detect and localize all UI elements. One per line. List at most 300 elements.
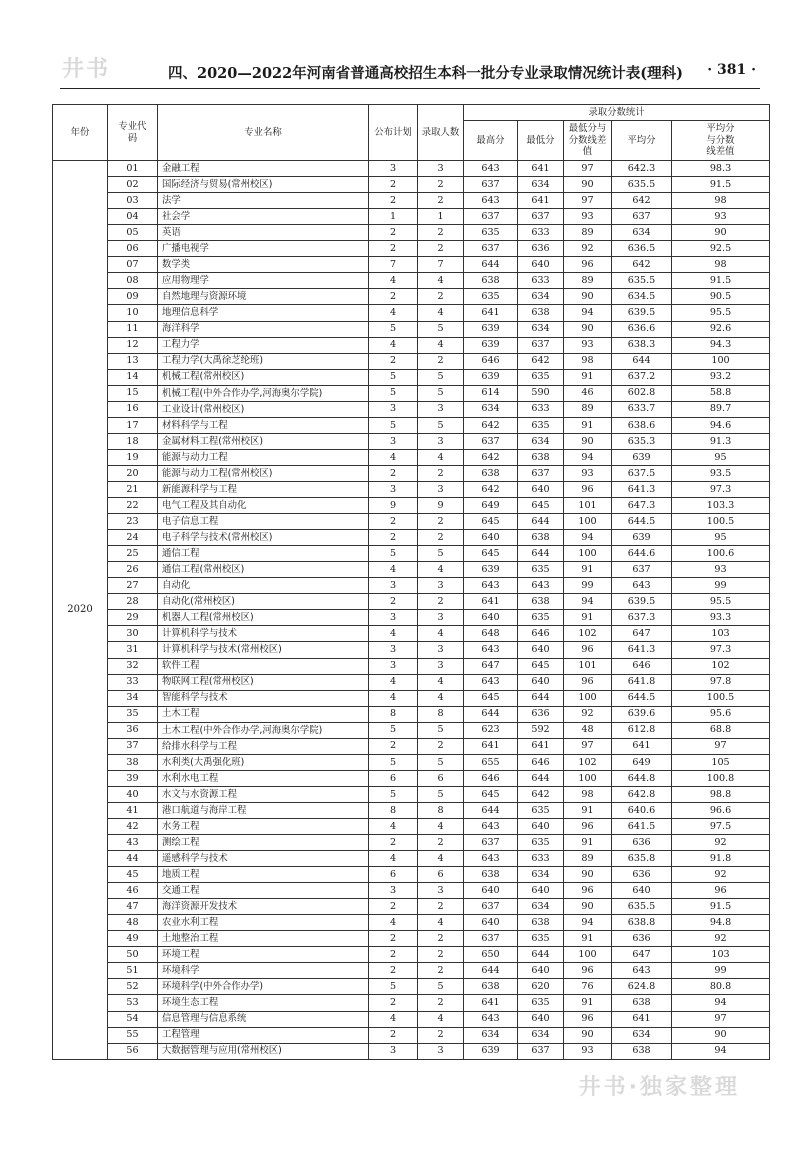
code-cell: 07 [108,257,158,273]
admitted-cell: 3 [418,883,464,899]
table-row [53,401,770,417]
avg-diff-cell: 96 [672,883,770,899]
avg-diff-cell: 97.5 [672,818,770,834]
major-name-cell: 港口航道与海岸工程 [158,802,369,818]
min-score-cell: 640 [518,818,564,834]
avg-diff-cell: 96.6 [672,802,770,818]
table-row [53,161,770,177]
code-cell: 10 [108,305,158,321]
admitted-cell: 3 [418,481,464,497]
table-row [53,963,770,979]
max-score-cell: 635 [464,289,518,305]
code-cell: 24 [108,530,158,546]
max-score-cell: 655 [464,754,518,770]
avg-score-cell: 638.3 [612,337,672,353]
avg-diff-cell: 99 [672,963,770,979]
min-score-cell: 633 [518,273,564,289]
plan-cell: 2 [369,963,418,979]
table-row [53,353,770,369]
table-row [53,979,770,995]
avg-diff-cell: 92 [672,867,770,883]
code-cell: 33 [108,674,158,690]
plan-cell: 4 [369,305,418,321]
min-score-cell: 636 [518,706,564,722]
min-score-cell: 644 [518,947,564,963]
min-diff-cell: 91 [564,835,612,851]
code-cell: 06 [108,241,158,257]
major-name-cell: 水文与水资源工程 [158,786,369,802]
code-cell: 19 [108,449,158,465]
avg-diff-cell: 97.8 [672,674,770,690]
max-score-cell: 643 [464,161,518,177]
code-cell: 31 [108,642,158,658]
min-score-cell: 637 [518,209,564,225]
admitted-cell: 4 [418,674,464,690]
min-diff-cell: 96 [564,963,612,979]
min-score-cell: 637 [518,465,564,481]
max-score-cell: 638 [464,979,518,995]
table-row [53,947,770,963]
avg-diff-cell: 97 [672,738,770,754]
max-score-cell: 639 [464,337,518,353]
avg-score-cell: 624.8 [612,979,672,995]
code-cell: 02 [108,177,158,193]
code-cell: 20 [108,465,158,481]
avg-diff-cell: 93 [672,562,770,578]
code-cell: 56 [108,1043,158,1059]
avg-diff-cell: 103 [672,626,770,642]
avg-score-cell: 637.5 [612,465,672,481]
max-score-cell: 639 [464,321,518,337]
min-diff-cell: 98 [564,786,612,802]
min-score-cell: 640 [518,642,564,658]
table-row [53,289,770,305]
avg-diff-cell: 89.7 [672,401,770,417]
admitted-cell: 4 [418,1011,464,1027]
min-score-cell: 592 [518,722,564,738]
plan-cell: 1 [369,209,418,225]
plan-cell: 3 [369,642,418,658]
avg-score-cell: 639 [612,449,672,465]
avg-diff-cell: 90.5 [672,289,770,305]
table-row [53,433,770,449]
min-score-cell: 642 [518,786,564,802]
avg-score-cell: 640 [612,883,672,899]
min-diff-cell: 94 [564,915,612,931]
major-name-cell: 法学 [158,193,369,209]
table-row [53,498,770,514]
col-code-header: 专业代码 [108,105,158,161]
min-diff-cell: 101 [564,498,612,514]
code-cell: 22 [108,498,158,514]
plan-cell: 5 [369,385,418,401]
avg-diff-cell: 95.6 [672,706,770,722]
table-row [53,642,770,658]
avg-score-cell: 642 [612,193,672,209]
code-cell: 39 [108,770,158,786]
min-diff-cell: 96 [564,642,612,658]
plan-cell: 2 [369,1027,418,1043]
table-row [53,883,770,899]
min-diff-cell: 90 [564,177,612,193]
max-score-cell: 646 [464,770,518,786]
code-cell: 35 [108,706,158,722]
code-cell: 28 [108,594,158,610]
max-score-cell: 645 [464,690,518,706]
admitted-cell: 3 [418,1043,464,1059]
admitted-cell: 3 [418,161,464,177]
major-name-cell: 大数据管理与应用(常州校区) [158,1043,369,1059]
avg-diff-cell: 99 [672,578,770,594]
max-score-cell: 645 [464,514,518,530]
min-score-cell: 633 [518,851,564,867]
avg-diff-cell: 95.5 [672,594,770,610]
avg-diff-cell: 98.8 [672,786,770,802]
max-score-cell: 640 [464,915,518,931]
avg-score-cell: 638 [612,1043,672,1059]
min-score-cell: 641 [518,161,564,177]
admission-stats-table [52,104,770,1060]
major-name-cell: 土地整治工程 [158,931,369,947]
admitted-cell: 2 [418,995,464,1011]
avg-score-cell: 639.5 [612,594,672,610]
table-row [53,754,770,770]
avg-score-cell: 643 [612,578,672,594]
plan-cell: 2 [369,738,418,754]
admitted-cell: 4 [418,273,464,289]
avg-diff-cell: 100.8 [672,770,770,786]
avg-score-cell: 637.3 [612,610,672,626]
avg-score-cell: 644 [612,353,672,369]
min-diff-cell: 100 [564,947,612,963]
plan-cell: 2 [369,594,418,610]
major-name-cell: 通信工程 [158,546,369,562]
avg-diff-cell: 103.3 [672,498,770,514]
plan-cell: 2 [369,289,418,305]
major-name-cell: 广播电视学 [158,241,369,257]
max-score-cell: 643 [464,1011,518,1027]
max-score-cell: 641 [464,305,518,321]
min-diff-cell: 90 [564,289,612,305]
code-cell: 12 [108,337,158,353]
code-cell: 13 [108,353,158,369]
min-diff-cell: 94 [564,449,612,465]
max-score-cell: 644 [464,963,518,979]
avg-diff-cell: 93.3 [672,610,770,626]
table-row [53,465,770,481]
avg-score-cell: 635.5 [612,177,672,193]
min-diff-cell: 89 [564,401,612,417]
table-row [53,674,770,690]
max-score-cell: 643 [464,674,518,690]
plan-cell: 4 [369,337,418,353]
col-max-header: 最高分 [464,121,518,161]
code-cell: 41 [108,802,158,818]
admitted-cell: 3 [418,433,464,449]
min-diff-cell: 91 [564,802,612,818]
major-name-cell: 智能科学与技术 [158,690,369,706]
table-row [53,305,770,321]
major-name-cell: 环境工程 [158,947,369,963]
avg-score-cell: 637 [612,562,672,578]
plan-cell: 4 [369,851,418,867]
admitted-cell: 2 [418,594,464,610]
table-row [53,995,770,1011]
avg-diff-cell: 92 [672,835,770,851]
code-cell: 48 [108,915,158,931]
code-cell: 15 [108,385,158,401]
page-number: · 381 · [707,62,756,78]
plan-cell: 2 [369,177,418,193]
code-cell: 25 [108,546,158,562]
plan-cell: 3 [369,883,418,899]
max-score-cell: 639 [464,562,518,578]
major-name-cell: 信息管理与信息系统 [158,1011,369,1027]
avg-diff-cell: 100.5 [672,690,770,706]
avg-diff-cell: 92.6 [672,321,770,337]
max-score-cell: 641 [464,995,518,1011]
avg-score-cell: 635.5 [612,273,672,289]
code-cell: 04 [108,209,158,225]
avg-score-cell: 637.2 [612,369,672,385]
min-diff-cell: 99 [564,578,612,594]
code-cell: 27 [108,578,158,594]
min-score-cell: 642 [518,353,564,369]
plan-cell: 4 [369,690,418,706]
col-min-diff-header: 最低分与分数线差值 [564,121,612,161]
avg-score-cell: 642 [612,257,672,273]
table-row [53,417,770,433]
max-score-cell: 643 [464,851,518,867]
plan-cell: 5 [369,979,418,995]
min-score-cell: 646 [518,626,564,642]
min-diff-cell: 93 [564,337,612,353]
min-score-cell: 635 [518,995,564,1011]
admitted-cell: 7 [418,257,464,273]
min-diff-cell: 90 [564,867,612,883]
min-score-cell: 646 [518,754,564,770]
table-row [53,706,770,722]
min-score-cell: 638 [518,915,564,931]
plan-cell: 4 [369,915,418,931]
min-score-cell: 620 [518,979,564,995]
plan-cell: 9 [369,498,418,514]
page-title: 四、2020—2022年河南省普通高校招生本科一批分专业录取情况统计表(理科) [168,65,683,82]
min-diff-cell: 97 [564,193,612,209]
admitted-cell: 4 [418,562,464,578]
min-diff-cell: 101 [564,658,612,674]
admitted-cell: 6 [418,770,464,786]
min-score-cell: 634 [518,1027,564,1043]
code-cell: 23 [108,514,158,530]
avg-diff-cell: 97 [672,1011,770,1027]
avg-score-cell: 638 [612,995,672,1011]
admitted-cell: 3 [418,658,464,674]
table-row [53,369,770,385]
max-score-cell: 639 [464,1043,518,1059]
min-score-cell: 644 [518,690,564,706]
max-score-cell: 640 [464,883,518,899]
table-row [53,177,770,193]
major-name-cell: 水利水电工程 [158,770,369,786]
avg-diff-cell: 94.8 [672,915,770,931]
major-name-cell: 国际经济与贸易(常州校区) [158,177,369,193]
plan-cell: 2 [369,931,418,947]
admitted-cell: 4 [418,337,464,353]
min-diff-cell: 102 [564,626,612,642]
table-row [53,610,770,626]
avg-score-cell: 646 [612,658,672,674]
min-diff-cell: 89 [564,225,612,241]
min-diff-cell: 97 [564,738,612,754]
min-score-cell: 640 [518,1011,564,1027]
code-cell: 40 [108,786,158,802]
admitted-cell: 3 [418,401,464,417]
avg-diff-cell: 80.8 [672,979,770,995]
table-row [53,385,770,401]
admitted-cell: 2 [418,225,464,241]
admitted-cell: 2 [418,241,464,257]
avg-score-cell: 649 [612,754,672,770]
major-name-cell: 海洋科学 [158,321,369,337]
min-score-cell: 635 [518,417,564,433]
table-row [53,899,770,915]
avg-diff-cell: 95.5 [672,305,770,321]
plan-cell: 4 [369,674,418,690]
avg-score-cell: 637 [612,209,672,225]
min-diff-cell: 100 [564,690,612,706]
max-score-cell: 647 [464,658,518,674]
code-cell: 05 [108,225,158,241]
code-cell: 38 [108,754,158,770]
max-score-cell: 637 [464,209,518,225]
max-score-cell: 638 [464,273,518,289]
code-cell: 18 [108,433,158,449]
plan-cell: 2 [369,241,418,257]
admitted-cell: 8 [418,706,464,722]
max-score-cell: 638 [464,867,518,883]
table-row [53,690,770,706]
max-score-cell: 649 [464,498,518,514]
avg-score-cell: 643 [612,963,672,979]
max-score-cell: 643 [464,193,518,209]
admitted-cell: 3 [418,642,464,658]
avg-score-cell: 636.6 [612,321,672,337]
min-score-cell: 635 [518,562,564,578]
max-score-cell: 643 [464,818,518,834]
admitted-cell: 8 [418,802,464,818]
plan-cell: 3 [369,433,418,449]
major-name-cell: 土木工程 [158,706,369,722]
plan-cell: 2 [369,947,418,963]
admitted-cell: 3 [418,610,464,626]
min-score-cell: 644 [518,770,564,786]
major-name-cell: 软件工程 [158,658,369,674]
header-rule [60,88,760,89]
major-name-cell: 电气工程及其自动化 [158,498,369,514]
min-score-cell: 638 [518,530,564,546]
avg-diff-cell: 92.5 [672,241,770,257]
avg-score-cell: 638.8 [612,915,672,931]
plan-cell: 2 [369,514,418,530]
plan-cell: 4 [369,818,418,834]
avg-diff-cell: 94 [672,995,770,1011]
min-score-cell: 634 [518,899,564,915]
max-score-cell: 645 [464,546,518,562]
admitted-cell: 5 [418,417,464,433]
min-diff-cell: 94 [564,530,612,546]
code-cell: 44 [108,851,158,867]
avg-score-cell: 639 [612,530,672,546]
avg-score-cell: 641.3 [612,642,672,658]
col-avg-header: 平均分 [612,121,672,161]
avg-diff-cell: 100.5 [672,514,770,530]
avg-score-cell: 634 [612,1027,672,1043]
avg-diff-cell: 100 [672,353,770,369]
plan-cell: 6 [369,867,418,883]
min-diff-cell: 96 [564,674,612,690]
min-score-cell: 590 [518,385,564,401]
plan-cell: 4 [369,626,418,642]
admitted-cell: 2 [418,738,464,754]
code-cell: 34 [108,690,158,706]
avg-score-cell: 635.3 [612,433,672,449]
min-score-cell: 638 [518,305,564,321]
min-diff-cell: 96 [564,883,612,899]
min-score-cell: 640 [518,963,564,979]
avg-score-cell: 639.5 [612,305,672,321]
min-diff-cell: 90 [564,899,612,915]
max-score-cell: 635 [464,225,518,241]
avg-diff-cell: 95 [672,530,770,546]
avg-score-cell: 641.5 [612,818,672,834]
avg-diff-cell: 93.2 [672,369,770,385]
plan-cell: 8 [369,706,418,722]
table-row [53,578,770,594]
plan-cell: 2 [369,530,418,546]
avg-diff-cell: 91.3 [672,433,770,449]
table-row [53,931,770,947]
avg-diff-cell: 102 [672,658,770,674]
min-diff-cell: 91 [564,995,612,1011]
code-cell: 54 [108,1011,158,1027]
avg-diff-cell: 93.5 [672,465,770,481]
plan-cell: 5 [369,754,418,770]
admitted-cell: 2 [418,1027,464,1043]
min-score-cell: 643 [518,578,564,594]
min-score-cell: 634 [518,289,564,305]
code-cell: 29 [108,610,158,626]
max-score-cell: 644 [464,802,518,818]
min-diff-cell: 94 [564,594,612,610]
min-score-cell: 635 [518,931,564,947]
avg-diff-cell: 91.8 [672,851,770,867]
major-name-cell: 给排水科学与工程 [158,738,369,754]
table-row [53,626,770,642]
table-row [53,722,770,738]
avg-score-cell: 641.3 [612,481,672,497]
admitted-cell: 4 [418,690,464,706]
max-score-cell: 640 [464,530,518,546]
max-score-cell: 634 [464,1027,518,1043]
max-score-cell: 644 [464,706,518,722]
major-name-cell: 环境生态工程 [158,995,369,1011]
code-cell: 55 [108,1027,158,1043]
min-diff-cell: 93 [564,465,612,481]
major-name-cell: 工程力学(大禹徐芝纶班) [158,353,369,369]
publisher-logo: 井书 [62,57,111,82]
major-name-cell: 金融工程 [158,161,369,177]
